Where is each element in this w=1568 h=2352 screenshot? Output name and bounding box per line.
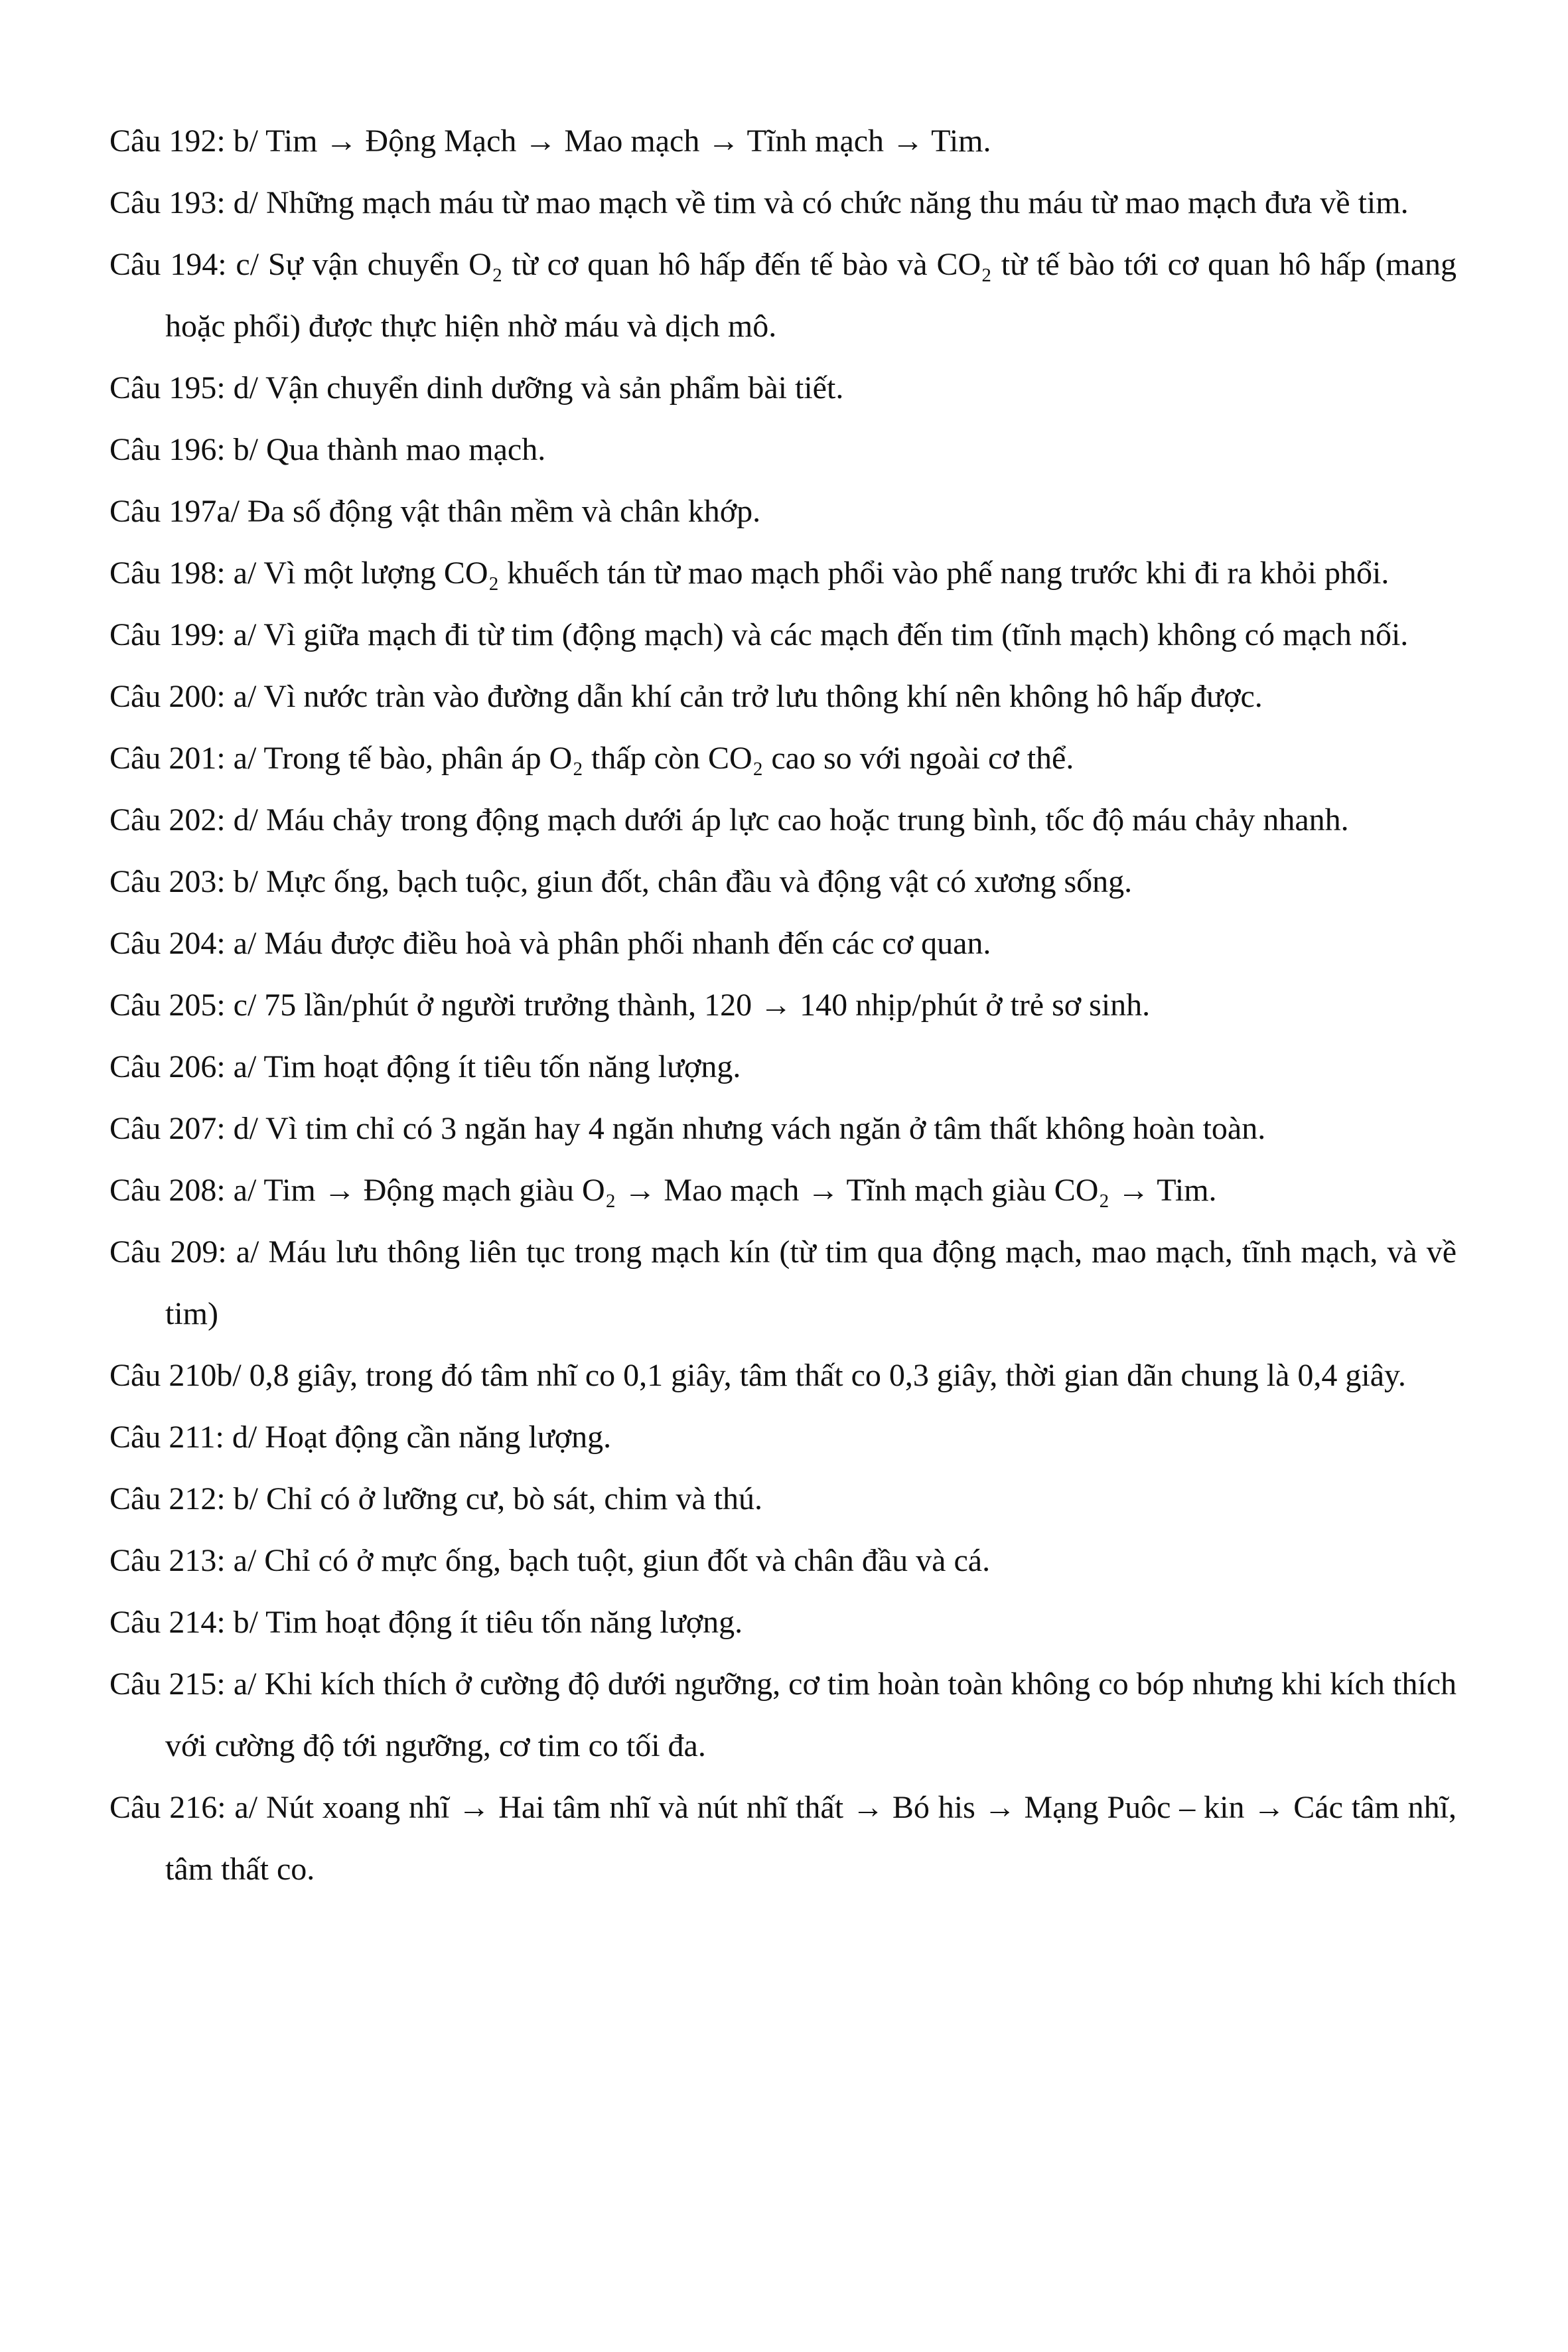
- answer-text: a/ Tim → Động mạch giàu O₂ → Mao mạch → Tĩnh mạch giàu CO₂ → Tim.: [225, 1173, 1217, 1208]
- answer-text: d/ Vì tim chỉ có 3 ngăn hay 4 ngăn nhưng vách ngăn ở tâm thất không hoàn toàn.: [225, 1111, 1266, 1146]
- answer-text: a/ Khi kích thích ở cường độ dưới ngưỡng, cơ tim hoàn toàn không co bóp nhưng khi kích thích với cường độ tới ngưỡng, cơ tim co tối đa.: [165, 1666, 1457, 1763]
- answer-text: c/ 75 lần/phút ở người trưởng thành, 120 → 140 nhịp/phút ở trẻ sơ sinh.: [225, 988, 1151, 1023]
- answer-item: [109, 357, 1457, 419]
- answer-item: [109, 666, 1457, 727]
- answer-text: b/ Mực ống, bạch tuộc, giun đốt, chân đầu và động vật có xương sống.: [225, 864, 1133, 899]
- answer-text: a/ Tim hoạt động ít tiêu tốn năng lượng.: [225, 1049, 741, 1084]
- question-number: Câu 194:: [109, 247, 227, 282]
- question-number: Câu 197a/: [109, 494, 240, 529]
- answer-text: a/ Vì giữa mạch đi từ tim (động mạch) và các mạch đến tim (tĩnh mạch) không có mạch nối.: [225, 617, 1409, 652]
- question-number: Câu 203:: [109, 864, 226, 899]
- question-number: Câu 195:: [109, 370, 226, 405]
- answer-text: c/ Sự vận chuyển O₂ từ cơ quan hô hấp đến tế bào và CO₂ từ tế bào tới cơ quan hô hấp (mang hoặc phổi) được thực hiện nhờ máu và dịch mô.: [165, 247, 1457, 344]
- question-number: Câu 196:: [109, 432, 226, 467]
- answer-text: b/ Tim → Động Mạch → Mao mạch → Tĩnh mạch → Tim.: [225, 123, 991, 159]
- answer-item: [109, 1345, 1457, 1406]
- answer-item: [109, 480, 1457, 542]
- answer-item: [109, 913, 1457, 974]
- question-number: Câu 205:: [109, 988, 226, 1023]
- answer-item: [109, 110, 1457, 172]
- answer-text: b/ Tim hoạt động ít tiêu tốn năng lượng.: [225, 1605, 743, 1640]
- answer-item: [109, 1159, 1457, 1221]
- answer-item: [109, 172, 1457, 234]
- answer-item: [109, 1036, 1457, 1098]
- question-number: Câu 202:: [109, 802, 226, 838]
- question-number: Câu 213:: [109, 1543, 226, 1578]
- answer-text: a/ Máu lưu thông liên tục trong mạch kín (từ tim qua động mạch, mao mạch, tĩnh mạch, và về tim): [165, 1234, 1457, 1331]
- answer-text: a/ Chỉ có ở mực ống, bạch tuột, giun đốt và chân đầu và cá.: [225, 1543, 991, 1578]
- answer-text: a/ Máu được điều hoà và phân phối nhanh đến các cơ quan.: [225, 926, 991, 961]
- answer-text: a/ Vì nước tràn vào đường dẫn khí cản trở lưu thông khí nên không hô hấp được.: [225, 679, 1263, 714]
- answer-item: [109, 727, 1457, 789]
- question-number: Câu 211:: [109, 1420, 224, 1455]
- answer-item: [109, 789, 1457, 851]
- answer-text: Đa số động vật thân mềm và chân khớp.: [239, 494, 761, 529]
- answer-text: d/ Máu chảy trong động mạch dưới áp lực cao hoặc trung bình, tốc độ máu chảy nhanh.: [225, 802, 1349, 838]
- question-number: Câu 216:: [109, 1790, 226, 1825]
- answer-item: [109, 974, 1457, 1036]
- answer-text: d/ Những mạch máu từ mao mạch về tim và có chức năng thu máu từ mao mạch đưa về tim.: [225, 185, 1409, 220]
- question-number: Câu 208:: [109, 1173, 226, 1208]
- question-number: Câu 212:: [109, 1481, 226, 1516]
- answer-list: [109, 110, 1457, 1900]
- question-number: Câu 214:: [109, 1605, 226, 1640]
- question-number: Câu 210b/: [109, 1358, 242, 1393]
- question-number: Câu 215:: [109, 1666, 226, 1702]
- answer-item: [109, 1530, 1457, 1591]
- answer-item: [109, 419, 1457, 480]
- answer-text: b/ Chỉ có ở lưỡng cư, bò sát, chim và thú.: [225, 1481, 763, 1516]
- question-number: Câu 192:: [109, 123, 226, 159]
- answer-item: [109, 1653, 1457, 1777]
- question-number: Câu 201:: [109, 741, 226, 776]
- question-number: Câu 193:: [109, 185, 226, 220]
- answer-item: [109, 851, 1457, 913]
- question-number: Câu 204:: [109, 926, 226, 961]
- answer-text: d/ Vận chuyển dinh dưỡng và sản phẩm bài tiết.: [225, 370, 844, 405]
- answer-item: [109, 234, 1457, 357]
- question-number: Câu 198:: [109, 555, 226, 591]
- answer-item: [109, 1221, 1457, 1345]
- answer-text: d/ Hoạt động cần năng lượng.: [224, 1420, 612, 1455]
- question-number: Câu 199:: [109, 617, 226, 652]
- answer-item: [109, 1406, 1457, 1468]
- answer-item: [109, 1468, 1457, 1530]
- answer-text: b/ Qua thành mao mạch.: [225, 432, 546, 467]
- answer-item: [109, 1591, 1457, 1653]
- answer-item: [109, 604, 1457, 666]
- answer-text: 0,8 giây, trong đó tâm nhĩ co 0,1 giây, tâm thất co 0,3 giây, thời gian dãn chung là 0,4 giây.: [241, 1358, 1406, 1393]
- question-number: Câu 200:: [109, 679, 226, 714]
- answer-text: a/ Nút xoang nhĩ → Hai tâm nhĩ và nút nhĩ thất → Bó his → Mạng Puôc – kin → Các tâm nhĩ, tâm thất co.: [165, 1790, 1457, 1887]
- answer-item: [109, 1777, 1457, 1900]
- answer-item: [109, 542, 1457, 604]
- answer-text: a/ Trong tế bào, phân áp O₂ thấp còn CO₂ cao so với ngoài cơ thể.: [225, 741, 1074, 776]
- answer-item: [109, 1098, 1457, 1159]
- question-number: Câu 209:: [109, 1234, 227, 1270]
- answer-text: a/ Vì một lượng CO₂ khuếch tán từ mao mạch phổi vào phế nang trước khi đi ra khỏi phổi.: [225, 555, 1390, 591]
- question-number: Câu 207:: [109, 1111, 226, 1146]
- question-number: Câu 206:: [109, 1049, 226, 1084]
